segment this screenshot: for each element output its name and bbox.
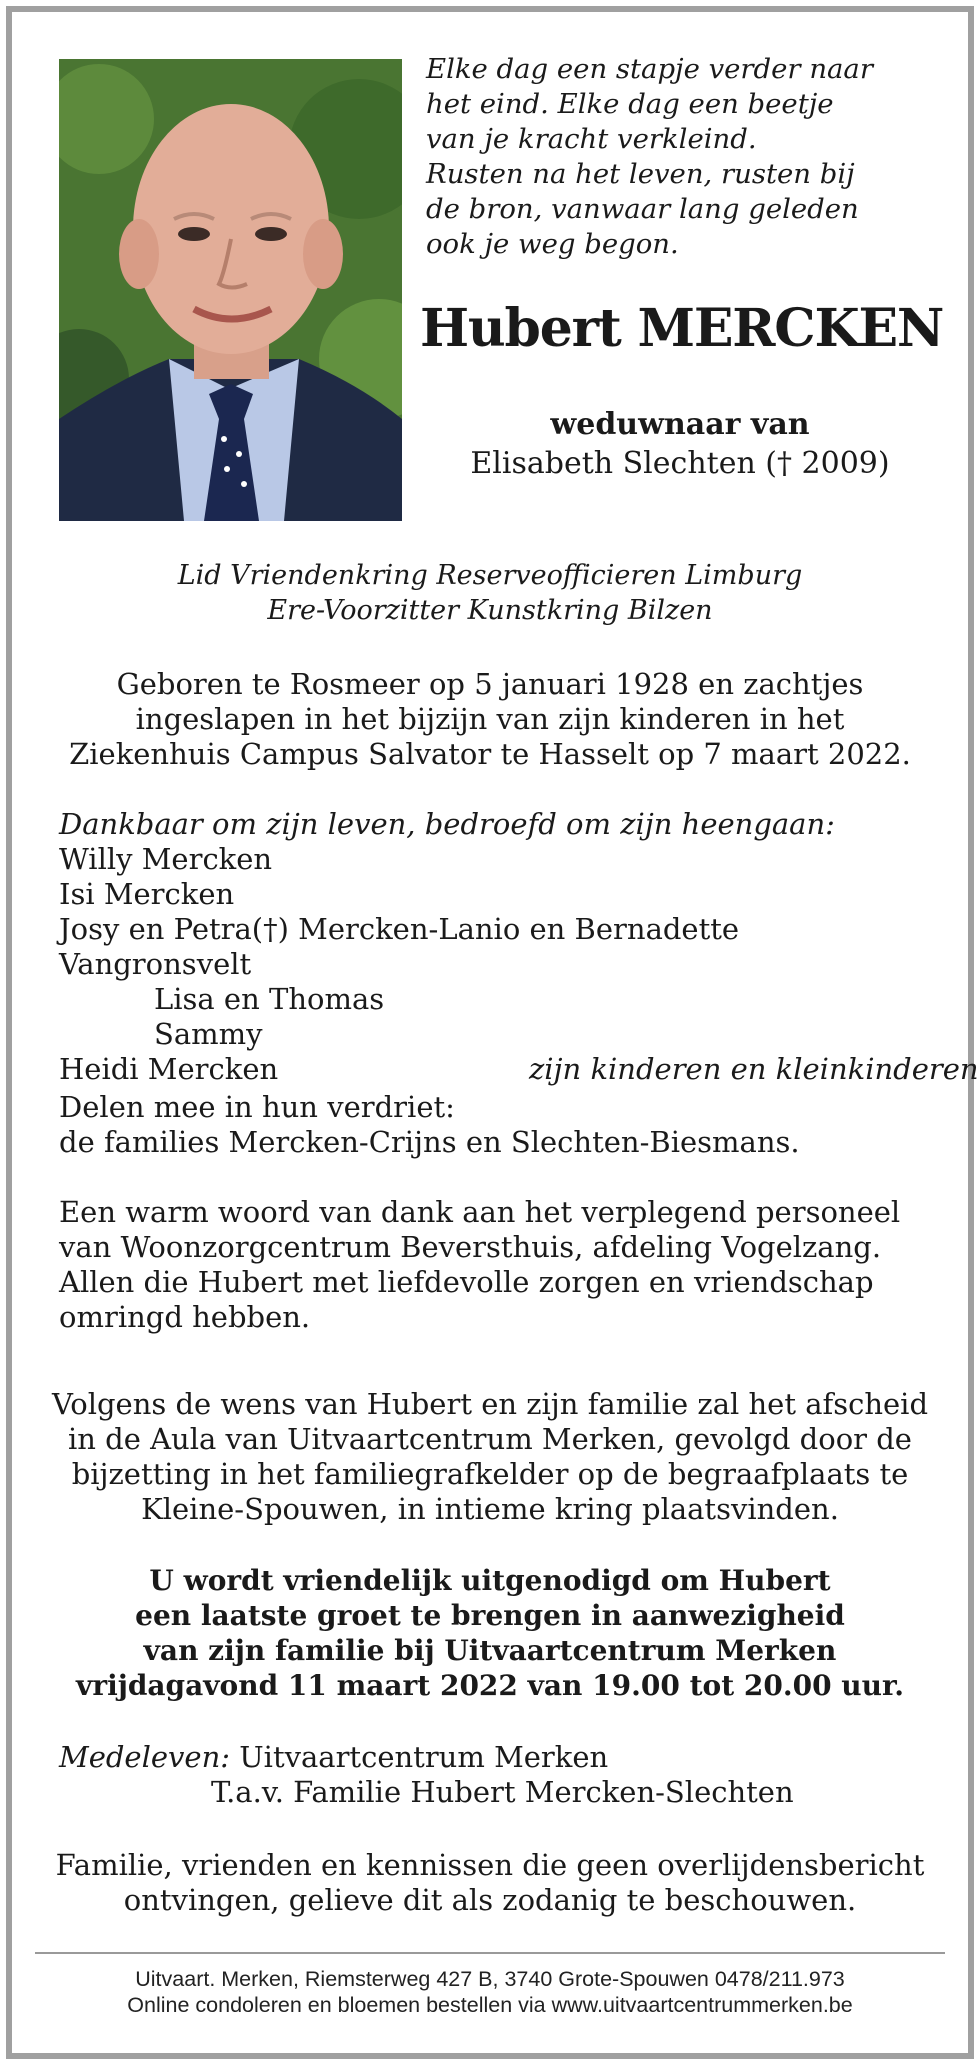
share-grief: [59, 1090, 939, 1160]
sympathy-line: T.a.v. Familie Hubert Mercken-Slechten: [211, 1775, 794, 1809]
birth-line: Ziekenhuis Campus Salvator te Hasselt op 7 maart 2022.: [69, 737, 911, 771]
title-line: Ere-Voorzitter Kunstkring Bilzen: [267, 595, 713, 626]
sympathy-line: Uitvaartcentrum Merken: [239, 1740, 609, 1774]
spouse-name: Elisabeth Slechten († 2009): [470, 446, 890, 481]
birth-death-text: [0, 667, 980, 772]
notice-line: ontvingen, gelieve dit als zodanig te beschouwen.: [123, 1883, 857, 1917]
notice-text: [0, 1848, 980, 1918]
poem-line: de bron, vanwaar lang geleden: [426, 193, 859, 225]
footer: [0, 1966, 980, 2018]
invitation: [0, 1563, 980, 1703]
mourner-name: Isi Mercken: [59, 877, 235, 911]
grandchild-name: Lisa en Thomas: [154, 982, 385, 1016]
mourners-intro: Dankbaar om zijn leven, bedroefd om zijn heengaan:: [59, 807, 835, 841]
wish-line: bijzetting in het familiegrafkelder op de begraafplaats te: [71, 1457, 909, 1491]
mourner-row: [59, 1052, 979, 1087]
thanks-text: [59, 1195, 939, 1335]
poem-line: het eind. Elke dag een beetje: [426, 88, 834, 120]
poem-line: van je kracht verkleind.: [426, 123, 757, 155]
footer-line: Online condoleren en bloemen bestellen via www.uitvaartcentrummerken.be: [127, 1993, 853, 2017]
mourner-name: Josy en Petra(†) Mercken-Lanio en Bernadette Vangronsvelt: [59, 912, 740, 981]
spouse-label: weduwnaar van: [550, 407, 810, 442]
invite-line: een laatste groet te brengen in aanwezigheid: [135, 1599, 845, 1632]
poem: [426, 52, 886, 262]
portrait-photo: [59, 59, 402, 521]
poem-line: Rusten na het leven, rusten bij: [426, 158, 855, 190]
wish-line: Kleine-Spouwen, in intieme kring plaatsvinden.: [141, 1492, 839, 1526]
invite-line: van zijn familie bij Uitvaartcentrum Merken: [143, 1634, 837, 1667]
thanks-line: Een warm woord van dank aan het verplegend personeel: [59, 1195, 901, 1229]
poem-line: Elke dag een stapje verder naar: [426, 53, 873, 85]
share-line: Delen mee in hun verdriet:: [59, 1090, 455, 1124]
funeral-wish: [0, 1387, 980, 1527]
share-line: de families Mercken-Crijns en Slechten-Biesmans.: [59, 1125, 800, 1159]
mourner-name: Heidi Mercken: [59, 1052, 279, 1086]
birth-line: Geboren te Rosmeer op 5 januari 1928 en zachtjes: [116, 667, 864, 701]
title-line: Lid Vriendenkring Reserveofficieren Limburg: [177, 560, 803, 591]
thanks-line: omringd hebben.: [59, 1300, 311, 1334]
sympathy-label: Medeleven:: [59, 1740, 231, 1774]
footer-line: Uitvaart. Merken, Riemsterweg 427 B, 3740 Grote-Spouwen 0478/211.973: [135, 1967, 845, 1991]
invite-line: vrijdagavond 11 maart 2022 van 19.00 tot 20.00 uur.: [76, 1669, 904, 1702]
relation-label: zijn kinderen en kleinkinderen: [529, 1052, 979, 1086]
sympathy-address: [59, 1740, 939, 1810]
honorary-titles: [0, 558, 980, 628]
mourners-list: [59, 807, 979, 1087]
grandchild-name: Sammy: [154, 1017, 263, 1051]
notice-line: Familie, vrienden en kennissen die geen overlijdensbericht: [55, 1848, 925, 1882]
birth-line: ingeslapen in het bijzijn van zijn kinderen in het: [135, 702, 845, 736]
poem-line: ook je weg begon.: [426, 228, 679, 260]
footer-divider: [35, 1952, 945, 1954]
thanks-line: Allen die Hubert met liefdevolle zorgen en vriendschap: [59, 1265, 874, 1299]
wish-line: Volgens de wens van Hubert en zijn familie zal het afscheid: [51, 1387, 929, 1421]
portrait-illustration: [59, 59, 402, 521]
invite-line: U wordt vriendelijk uitgenodigd om Hubert: [149, 1564, 831, 1597]
spouse-block: [420, 405, 940, 483]
thanks-line: van Woonzorgcentrum Beversthuis, afdeling Vogelzang.: [59, 1230, 882, 1264]
mourner-name: Willy Mercken: [59, 842, 273, 876]
wish-line: in de Aula van Uitvaartcentrum Merken, gevolgd door de: [68, 1422, 912, 1456]
deceased-name: Hubert MERCKEN: [420, 298, 944, 359]
